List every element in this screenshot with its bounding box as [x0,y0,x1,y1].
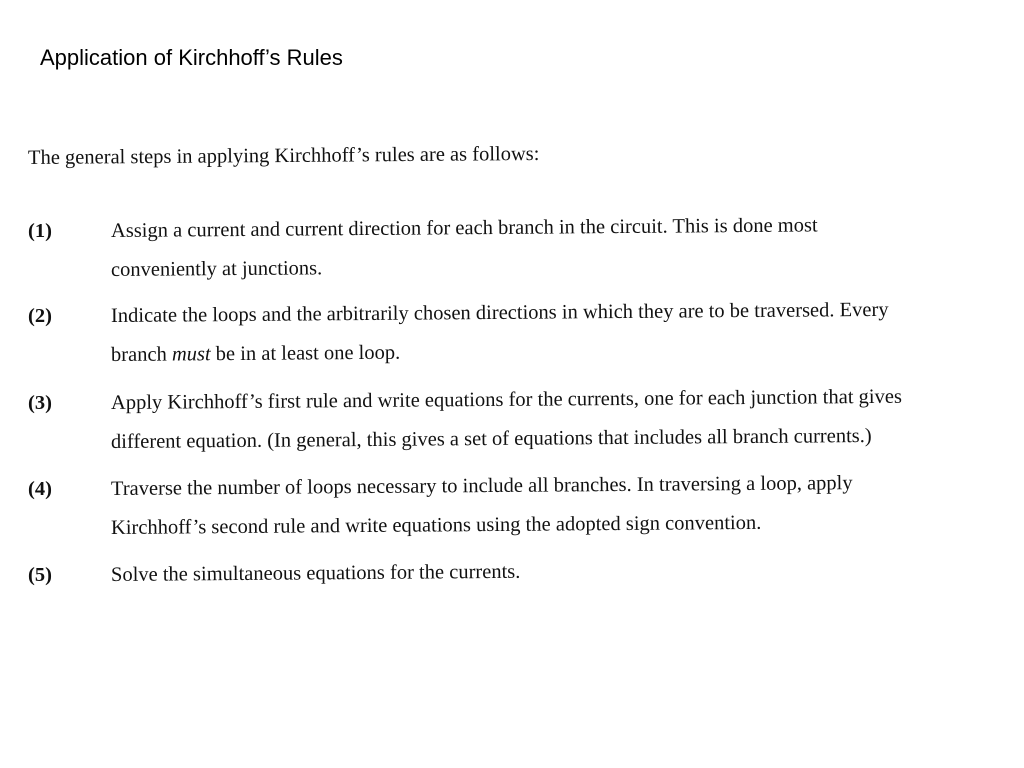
step-number: (5) [28,564,52,586]
step-3 [28,385,1008,470]
step-text-line [111,340,400,368]
step-1 [28,214,1008,298]
emphasis-must: must [171,343,211,366]
step-text-suffix: be in at least one loop. [210,341,401,366]
step-number: (1) [28,220,52,242]
step-text-prefix: branch [110,343,172,366]
step-text-line: conveniently at junctions. [110,257,323,281]
step-text-line: Assign a current and current direction for each branch in the circuit. This is done most [110,214,818,242]
step-2 [28,298,1008,383]
step-number: (4) [28,478,52,500]
step-number: (2) [28,305,52,327]
step-number: (3) [28,392,52,414]
slide-title: Application of Kirchhoff’s Rules [40,45,343,70]
intro-paragraph: The general steps in applying Kirchhoff’s rules are as follows: [27,142,540,169]
step-text-line: Solve the simultaneous equations for the currents. [110,560,521,586]
step-text-line: Traverse the number of loops necessary to include all branches. In traversing a loop, apply [110,472,853,500]
step-text-line: different equation. (In general, this gives a set of equations that includes all branch currents.) [110,425,872,453]
step-text-line: Indicate the loops and the arbitrarily chosen directions in which they are to be traversed. Every [110,298,889,327]
step-text-line: Kirchhoff’s second rule and write equations using the adopted sign convention. [110,511,762,539]
step-4 [28,472,1008,556]
step-5 [28,562,1008,642]
step-text-line: Apply Kirchhoff’s first rule and write equations for the currents, one for each junction that gives [110,385,902,414]
